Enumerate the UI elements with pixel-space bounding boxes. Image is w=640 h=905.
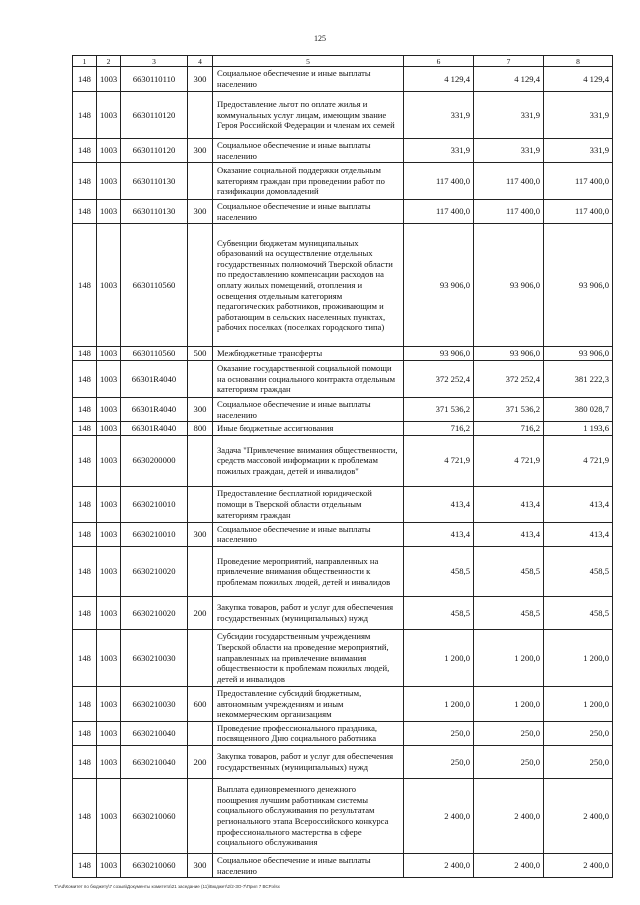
code-cell: 148	[73, 778, 97, 853]
code-cell: 6630210040	[121, 745, 188, 778]
amount-cell: 117 400,0	[474, 163, 544, 200]
amount-cell: 413,4	[404, 522, 474, 546]
code-cell: 1003	[97, 163, 121, 200]
code-cell: 6630110130	[121, 163, 188, 200]
amount-cell: 458,5	[474, 596, 544, 629]
code-cell: 6630110560	[121, 347, 188, 361]
column-number: 5	[213, 56, 404, 67]
column-number: 8	[544, 56, 613, 67]
code-cell: 148	[73, 397, 97, 421]
code-cell: 1003	[97, 67, 121, 92]
amount-cell: 93 906,0	[404, 347, 474, 361]
code-cell: 1003	[97, 596, 121, 629]
table-row	[73, 745, 613, 778]
table-row	[73, 139, 613, 163]
amount-cell: 250,0	[474, 721, 544, 745]
code-cell: 148	[73, 596, 97, 629]
table-row	[73, 163, 613, 200]
amount-cell: 716,2	[404, 422, 474, 436]
amount-cell: 331,9	[474, 139, 544, 163]
amount-cell: 4 129,4	[544, 67, 613, 92]
table-row	[73, 778, 613, 853]
code-cell: 300	[188, 67, 213, 92]
amount-cell: 2 400,0	[404, 778, 474, 853]
code-cell: 1003	[97, 200, 121, 224]
code-cell: 1003	[97, 92, 121, 139]
amount-cell: 413,4	[544, 522, 613, 546]
code-cell: 6630110560	[121, 224, 188, 347]
description-cell: Предоставление субсидий бюджетным, автономным учреждениям и иным некоммерческим организациям	[213, 686, 404, 721]
description-cell: Выплата единовременного денежного поощрения лучшим работникам системы социального обслуживания по результатам регионального этапа Всероссийского конкурса профессионального мастерства в сфере социального обслуживания	[213, 778, 404, 853]
code-cell	[188, 486, 213, 522]
code-cell: 600	[188, 686, 213, 721]
description-cell: Предоставление льгот по оплате жилья и коммунальных услуг лицам, имеющим звание Героя Российской Федерации и членам их семей	[213, 92, 404, 139]
code-cell: 300	[188, 397, 213, 421]
table-row	[73, 853, 613, 877]
code-cell: 6630210030	[121, 629, 188, 686]
code-cell: 1003	[97, 422, 121, 436]
amount-cell: 250,0	[544, 745, 613, 778]
code-cell	[188, 224, 213, 347]
amount-cell: 372 252,4	[474, 360, 544, 397]
code-cell	[188, 546, 213, 596]
amount-cell: 93 906,0	[404, 224, 474, 347]
code-cell: 148	[73, 360, 97, 397]
code-cell	[188, 435, 213, 486]
code-cell: 66301R4040	[121, 397, 188, 421]
table-row	[73, 522, 613, 546]
amount-cell: 716,2	[474, 422, 544, 436]
table-row	[73, 360, 613, 397]
code-cell: 148	[73, 67, 97, 92]
code-cell: 148	[73, 721, 97, 745]
amount-cell: 331,9	[544, 92, 613, 139]
description-cell: Социальное обеспечение и иные выплаты населению	[213, 67, 404, 92]
amount-cell: 458,5	[404, 596, 474, 629]
table-row	[73, 546, 613, 596]
table-row	[73, 422, 613, 436]
column-number: 7	[474, 56, 544, 67]
amount-cell: 380 028,7	[544, 397, 613, 421]
description-cell: Предоставление бесплатной юридической помощи в Тверской области отдельным категориям граждан	[213, 486, 404, 522]
code-cell: 148	[73, 347, 97, 361]
amount-cell: 331,9	[544, 139, 613, 163]
amount-cell: 117 400,0	[544, 200, 613, 224]
table-row	[73, 347, 613, 361]
code-cell: 6630110120	[121, 92, 188, 139]
amount-cell: 371 536,2	[404, 397, 474, 421]
code-cell: 1003	[97, 745, 121, 778]
code-cell: 1003	[97, 486, 121, 522]
code-cell: 200	[188, 596, 213, 629]
amount-cell: 117 400,0	[544, 163, 613, 200]
amount-cell: 117 400,0	[474, 200, 544, 224]
amount-cell: 4 721,9	[474, 435, 544, 486]
code-cell: 148	[73, 486, 97, 522]
code-cell	[188, 360, 213, 397]
code-cell: 148	[73, 546, 97, 596]
amount-cell: 413,4	[544, 486, 613, 522]
code-cell	[188, 629, 213, 686]
code-cell: 6630210020	[121, 546, 188, 596]
code-cell: 1003	[97, 224, 121, 347]
code-cell: 800	[188, 422, 213, 436]
code-cell: 500	[188, 347, 213, 361]
amount-cell: 372 252,4	[404, 360, 474, 397]
code-cell: 1003	[97, 435, 121, 486]
amount-cell: 331,9	[404, 92, 474, 139]
column-number: 4	[188, 56, 213, 67]
code-cell: 200	[188, 745, 213, 778]
amount-cell: 2 400,0	[474, 853, 544, 877]
column-number: 6	[404, 56, 474, 67]
amount-cell: 2 400,0	[474, 778, 544, 853]
code-cell: 148	[73, 435, 97, 486]
amount-cell: 458,5	[474, 546, 544, 596]
description-cell: Социальное обеспечение и иные выплаты населению	[213, 853, 404, 877]
description-cell: Социальное обеспечение и иные выплаты населению	[213, 139, 404, 163]
description-cell: Межбюджетные трансферты	[213, 347, 404, 361]
amount-cell: 250,0	[404, 745, 474, 778]
amount-cell: 93 906,0	[544, 224, 613, 347]
budget-table	[72, 55, 613, 878]
amount-cell: 4 129,4	[474, 67, 544, 92]
amount-cell: 1 200,0	[474, 629, 544, 686]
code-cell: 6630210060	[121, 778, 188, 853]
code-cell: 148	[73, 422, 97, 436]
amount-cell: 93 906,0	[544, 347, 613, 361]
amount-cell: 2 400,0	[404, 853, 474, 877]
description-cell: Закупка товаров, работ и услуг для обеспечения государственных (муниципальных) нужд	[213, 745, 404, 778]
description-cell: Социальное обеспечение и иные выплаты населению	[213, 522, 404, 546]
code-cell: 148	[73, 224, 97, 347]
amount-cell: 1 193,6	[544, 422, 613, 436]
code-cell: 148	[73, 163, 97, 200]
code-cell: 148	[73, 686, 97, 721]
code-cell: 66301R4040	[121, 422, 188, 436]
amount-cell: 93 906,0	[474, 224, 544, 347]
code-cell: 1003	[97, 546, 121, 596]
code-cell: 148	[73, 522, 97, 546]
amount-cell: 1 200,0	[404, 629, 474, 686]
description-cell: Социальное обеспечение и иные выплаты населению	[213, 200, 404, 224]
amount-cell: 413,4	[474, 522, 544, 546]
code-cell: 1003	[97, 347, 121, 361]
amount-cell: 4 721,9	[544, 435, 613, 486]
code-cell: 6630210060	[121, 853, 188, 877]
amount-cell: 331,9	[474, 92, 544, 139]
description-cell: Задача "Привлечение внимания общественности, средств массовой информации к проблемам пожилых граждан, детей и инвалидов"	[213, 435, 404, 486]
code-cell: 1003	[97, 778, 121, 853]
column-number: 3	[121, 56, 188, 67]
code-cell: 148	[73, 92, 97, 139]
amount-cell: 250,0	[404, 721, 474, 745]
code-cell: 1003	[97, 629, 121, 686]
code-cell	[188, 778, 213, 853]
amount-cell: 1 200,0	[474, 686, 544, 721]
page-number: 125	[314, 34, 326, 43]
table-row	[73, 397, 613, 421]
description-cell: Оказание социальной поддержки отдельным категориям граждан при проведении работ по газификации домовладений	[213, 163, 404, 200]
code-cell: 1003	[97, 686, 121, 721]
table-row	[73, 435, 613, 486]
code-cell: 6630110130	[121, 200, 188, 224]
code-cell: 1003	[97, 139, 121, 163]
code-cell: 148	[73, 200, 97, 224]
amount-cell: 117 400,0	[404, 200, 474, 224]
description-cell: Закупка товаров, работ и услуг для обеспечения государственных (муниципальных) нужд	[213, 596, 404, 629]
amount-cell: 2 400,0	[544, 853, 613, 877]
amount-cell: 1 200,0	[544, 629, 613, 686]
amount-cell: 4 721,9	[404, 435, 474, 486]
code-cell: 6630200000	[121, 435, 188, 486]
amount-cell: 413,4	[474, 486, 544, 522]
code-cell: 148	[73, 629, 97, 686]
description-cell: Проведение профессионального праздника, посвященного Дню социального работника	[213, 721, 404, 745]
code-cell: 148	[73, 745, 97, 778]
code-cell: 6630210010	[121, 522, 188, 546]
description-cell: Субвенции бюджетам муниципальных образований на осуществление отдельных государственных полномочий Тверской области по предоставлению компенсации расходов на оплату жилых помещений, отопления и освещения отдельным категориям педагогических работников, проживающим и работающим в сельских населенных пунктах, рабочих поселках (поселках городского типа)	[213, 224, 404, 347]
description-cell: Иные бюджетные ассигнования	[213, 422, 404, 436]
code-cell: 6630210020	[121, 596, 188, 629]
code-cell: 148	[73, 139, 97, 163]
code-cell: 6630210010	[121, 486, 188, 522]
code-cell: 6630210040	[121, 721, 188, 745]
file-path-footer: T:\Ad\Комитет по бюджету\7 созыв\Документы комитета\21 заседание (11)\Бюджет\2/2-ЗО-7\Прил 7 ВСР.xlsx	[54, 884, 280, 889]
description-cell: Субсидии государственным учреждениям Тверской области на проведение мероприятий, направленных на привлечение внимания общественности к проблемам пожилых людей, детей и инвалидов	[213, 629, 404, 686]
table-row	[73, 596, 613, 629]
amount-cell: 93 906,0	[474, 347, 544, 361]
description-cell: Оказание государственной социальной помощи на основании социального контракта отдельным категориям граждан	[213, 360, 404, 397]
code-cell: 300	[188, 200, 213, 224]
amount-cell: 413,4	[404, 486, 474, 522]
table-row	[73, 629, 613, 686]
code-cell: 1003	[97, 853, 121, 877]
amount-cell: 1 200,0	[544, 686, 613, 721]
code-cell: 148	[73, 853, 97, 877]
code-cell: 300	[188, 853, 213, 877]
code-cell: 1003	[97, 522, 121, 546]
amount-cell: 2 400,0	[544, 778, 613, 853]
table-row	[73, 67, 613, 92]
code-cell: 6630110120	[121, 139, 188, 163]
table-row	[73, 486, 613, 522]
code-cell: 1003	[97, 721, 121, 745]
amount-cell: 458,5	[544, 596, 613, 629]
table-row	[73, 224, 613, 347]
amount-cell: 250,0	[544, 721, 613, 745]
table-row	[73, 721, 613, 745]
code-cell: 6630110110	[121, 67, 188, 92]
description-cell: Социальное обеспечение и иные выплаты населению	[213, 397, 404, 421]
table-row	[73, 200, 613, 224]
column-number: 1	[73, 56, 97, 67]
code-cell: 1003	[97, 397, 121, 421]
column-number-row	[73, 56, 613, 67]
code-cell: 1003	[97, 360, 121, 397]
code-cell	[188, 163, 213, 200]
code-cell: 300	[188, 139, 213, 163]
code-cell	[188, 92, 213, 139]
table-row	[73, 92, 613, 139]
code-cell: 66301R4040	[121, 360, 188, 397]
amount-cell: 458,5	[404, 546, 474, 596]
amount-cell: 381 222,3	[544, 360, 613, 397]
amount-cell: 1 200,0	[404, 686, 474, 721]
amount-cell: 117 400,0	[404, 163, 474, 200]
amount-cell: 250,0	[474, 745, 544, 778]
amount-cell: 331,9	[404, 139, 474, 163]
amount-cell: 371 536,2	[474, 397, 544, 421]
code-cell	[188, 721, 213, 745]
column-number: 2	[97, 56, 121, 67]
code-cell: 6630210030	[121, 686, 188, 721]
amount-cell: 458,5	[544, 546, 613, 596]
code-cell: 300	[188, 522, 213, 546]
description-cell: Проведение мероприятий, направленных на привлечение внимания общественности к проблемам пожилых людей, детей и инвалидов	[213, 546, 404, 596]
amount-cell: 4 129,4	[404, 67, 474, 92]
table-row	[73, 686, 613, 721]
